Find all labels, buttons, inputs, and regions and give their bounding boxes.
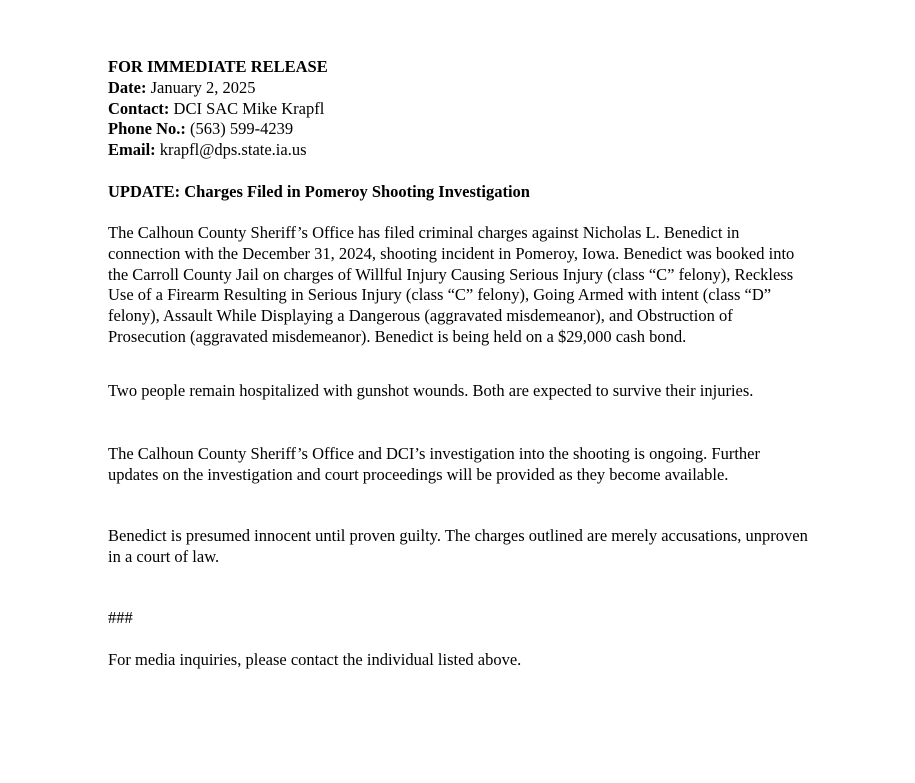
contact-label: Contact:	[108, 98, 170, 118]
contact-value: DCI SAC Mike Krapfl	[169, 98, 325, 118]
email-value: krapfl@dps.state.ia.us	[155, 140, 307, 160]
phone-value: (563) 599-4239	[185, 119, 294, 139]
paragraph-charges: The Calhoun County Sheriff’s Office has filed criminal charges against Nicholas L. Benedict in connection with the December 31, 2024, shooting incident in Pomeroy, Iowa. Benedict was booked into the Carroll County Jail on charges of Willful Injury Causing Serious Injury (class “C” felony), Reckless Use of a Firearm Resulting in Serious Injury (class “C” felony), Going Armed with intent (class “D” felony), Assault While Displaying a Dangerous (aggravated misdemeanor), and Obstruction of Prosecution (aggravated misdemeanor). Benedict is being held on a $29,000 cash bond.	[108, 223, 795, 346]
phone-line	[108, 119, 808, 140]
paragraph-victims: Two people remain hospitalized with gunshot wounds. Both are expected to survive their injuries.	[108, 381, 754, 400]
paragraph-investigation: The Calhoun County Sheriff’s Office and DCI’s investigation into the shooting is ongoing. Further updates on the investigation and court proceedings will be provided as they become available.	[108, 444, 760, 484]
release-title: UPDATE: Charges Filed in Pomeroy Shooting Investigation	[108, 182, 530, 201]
contact-line	[108, 99, 808, 120]
end-mark: ###	[108, 608, 133, 627]
paragraph-presumption: Benedict is presumed innocent until proven guilty. The charges outlined are merely accusations, unproven in a court of law.	[108, 526, 808, 566]
footer-note: For media inquiries, please contact the individual listed above.	[108, 650, 522, 669]
email-label: Email:	[108, 140, 156, 160]
release-label: FOR IMMEDIATE RELEASE	[108, 57, 328, 76]
date-value: January 2, 2025	[146, 77, 256, 97]
email-line	[108, 140, 808, 161]
date-line	[108, 78, 808, 99]
press-release-page	[108, 57, 808, 669]
phone-label: Phone No.:	[108, 119, 186, 139]
date-label: Date:	[108, 77, 147, 97]
